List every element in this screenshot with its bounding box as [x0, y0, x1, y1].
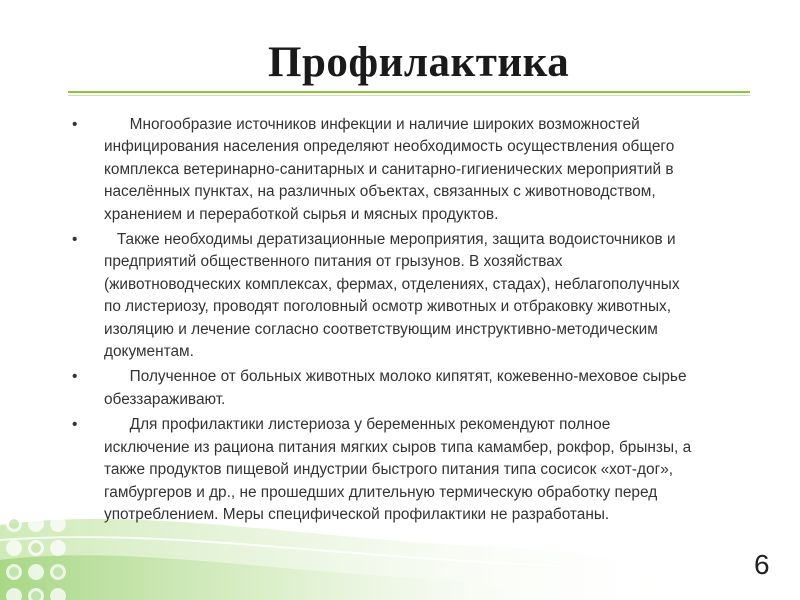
- list-item-text: Многообразие источников инфекции и наличие широких возможностей инфицирования населения определяют необходимость осуществления общего комплекса ветеринарно-санитарных и санитарно-гигиенических мероприятий в населённых пунктах, на различных объектах, связанных с животноводством, хранением и переработкой сырья и мясных продуктов.: [104, 116, 679, 223]
- bullet-icon: •: [72, 368, 78, 386]
- list-item-text: Полученное от больных животных молоко кипятят, кожевенно-меховое сырье обеззараживают.: [104, 368, 691, 408]
- list-item-text: Для профилактики листериоза у беременных рекомендуют полное исключение из рациона питания мягких сыров типа камамбер, рокфор, брынзы, а также продуктов пищевой индустрии быстрого питания типа сосисок «хот-дог», гамбургеров и др., не прошедших длительную термическую обработку перед употреблением. Меры специфической профилактики не разработаны.: [104, 416, 696, 523]
- list-item: [72, 414, 696, 526]
- title-divider-thin: [68, 95, 750, 96]
- list-item: [72, 229, 692, 363]
- bullet-icon: •: [72, 231, 78, 249]
- slide-title: Профилактика: [268, 39, 570, 86]
- title-divider: [68, 91, 750, 93]
- list-item-text: Также необходимы дератизационные мероприятия, защита водоисточников и предприятий общественного питания от грызунов. В хозяйствах (животноводческих комплексах, фермах, отделениях, стадах), неблагополучных по листериозу, проводят поголовный осмотр животных и отбраковку животных, изоляцию и лечение согласно соответствующим инструктивно-методическим документам.: [104, 231, 684, 361]
- bullet-icon: •: [72, 416, 78, 434]
- page-number: 6: [754, 549, 770, 580]
- list-item: [72, 114, 692, 226]
- bullet-list: [72, 114, 696, 529]
- list-item: [72, 366, 692, 411]
- bullet-icon: •: [72, 116, 78, 133]
